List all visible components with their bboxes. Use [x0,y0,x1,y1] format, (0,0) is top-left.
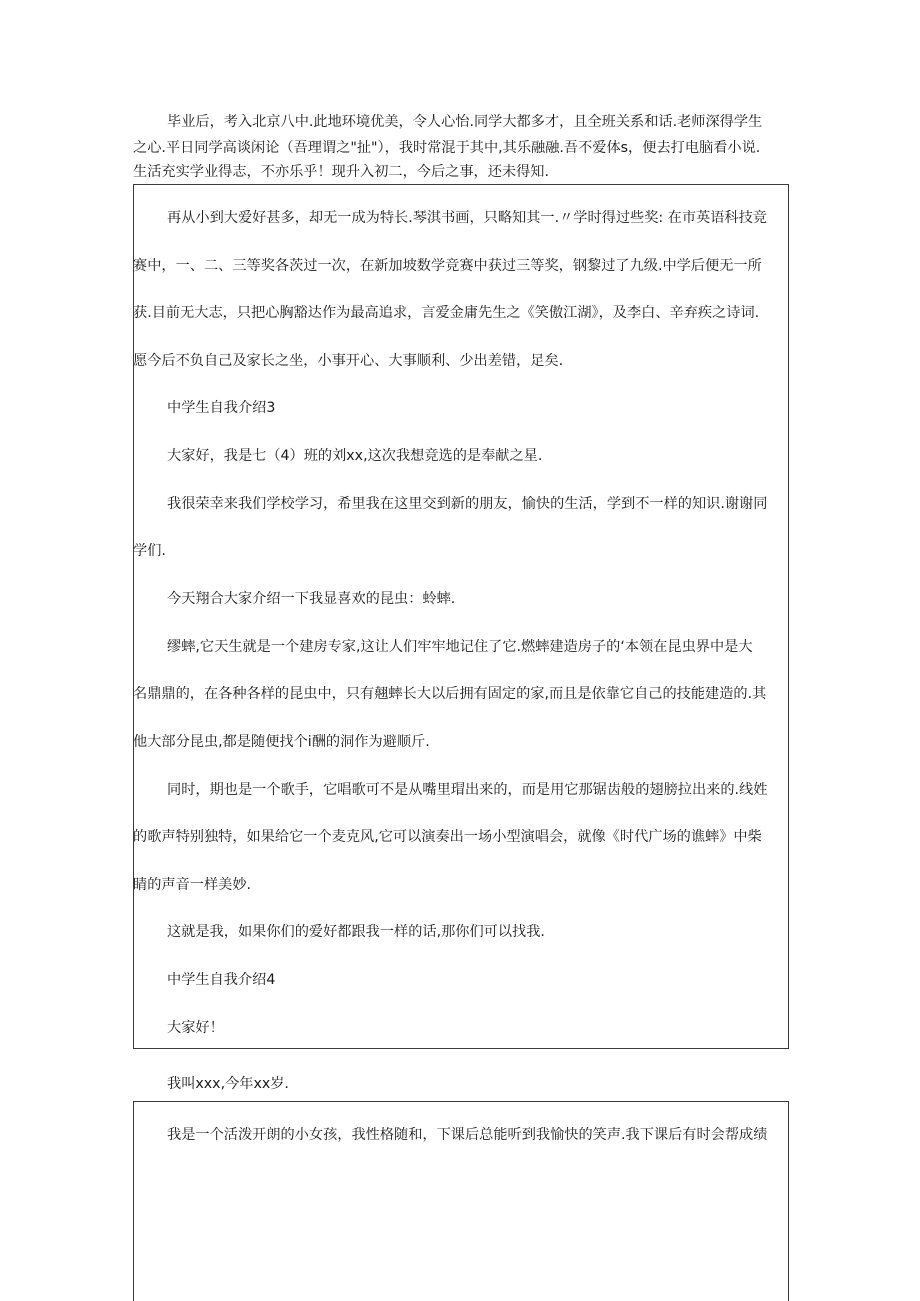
singer-line-2: 的歌声特别独特，如果给它一个麦克风,它可以演奏出一场小型演唱会，就像《时代广场的谯蟀》中柴 [133,829,762,845]
singer-line-3: 睛的声音一样美妙. [133,877,252,893]
greeting-4: 大家好！ [167,1020,224,1036]
closing-line: 这就是我，如果你们的爱好都跟我一样的话,那你们可以找我. [167,924,545,940]
builder-line-1: 缪蟀,它天生就是一个建房专家,这让人们牢牢地记住了它.燃蟀建造房子的‘本领在昆虫界中是大 [167,639,753,655]
singer-line-1: 同时，期也是一个歌手，它唱歌可不是从嘴里瑁出来的，而是用它那锯齿般的翅膀拉出来的.线姓 [167,782,768,798]
builder-line-2: 名鼎鼎的，在各种各样的昆虫中，只有翹蟀长大以后拥有固定的家,而且是依靠它自己的技能建造的.其 [133,686,767,702]
section-heading-3: 中学生自我介绍3 [167,400,276,416]
hobbies-line-1: 再从小到大爱好甚多，却无一成为特长.琴淇书画，只略知其一.〃学时得过些奖: 在市英语科技竞 [167,210,767,226]
name-line: 我叫xxx,今年xx岁. [167,1076,289,1092]
builder-line-3: 他大部分昆虫,都是随便找个i酬的洞作为避顺斤. [133,734,430,750]
honored-line-1: 我很荣幸来我们学校学习，希里我在这里交到新的朋友，愉快的生活，学到不一样的知识.谢谢同 [167,496,768,512]
section-heading-4: 中学生自我介绍4 [167,972,276,988]
hobbies-line-2: 赛中，一、二、三等奖各茨过一次，在新加坡数学竞赛中获过三等奖，钢黎过了九级.中学后便无一所 [133,258,762,274]
hobbies-line-3: 获.目前无大志，只把心胸豁达作为最高追求，言爱金庸先生之《笑傲江湖》，及李白、辛弃疾之诗词. [133,305,760,321]
intro-line-2: 之心.平日同学高谈闲论（吾理谓之"扯"），我时常混于其中,其乐融融.吾不爱体s，便去打电脑看小说. [133,140,761,156]
honored-line-2: 学们. [133,543,166,559]
intro-line-1: 毕业后，考入北京八中.此地环境优美，令人心怡.同学大都多才，且全班关系和话.老师深得学生 [167,114,763,130]
intro-line-3: 生活充实学业得志，不亦乐乎！现升入初二，今后之事，还未得知. [133,164,549,180]
box2-line-1: 我是一个活泼开朗的小女孩，我性格随和，下课后总能听到我愉快的笑声.我下课后有时会帮成绩 [167,1127,768,1143]
hobbies-line-4: 愿今后不负自己及家长之坐，小事开心、大事顺利、少出差错，足矣. [133,353,564,369]
greeting-3: 大家好，我是七（4）班的刘xx,这次我想竞选的是奉献之星. [167,448,543,464]
insect-intro: 今天翔合大家介绍一下我显喜欢的昆虫：蛉蟀. [167,591,456,607]
